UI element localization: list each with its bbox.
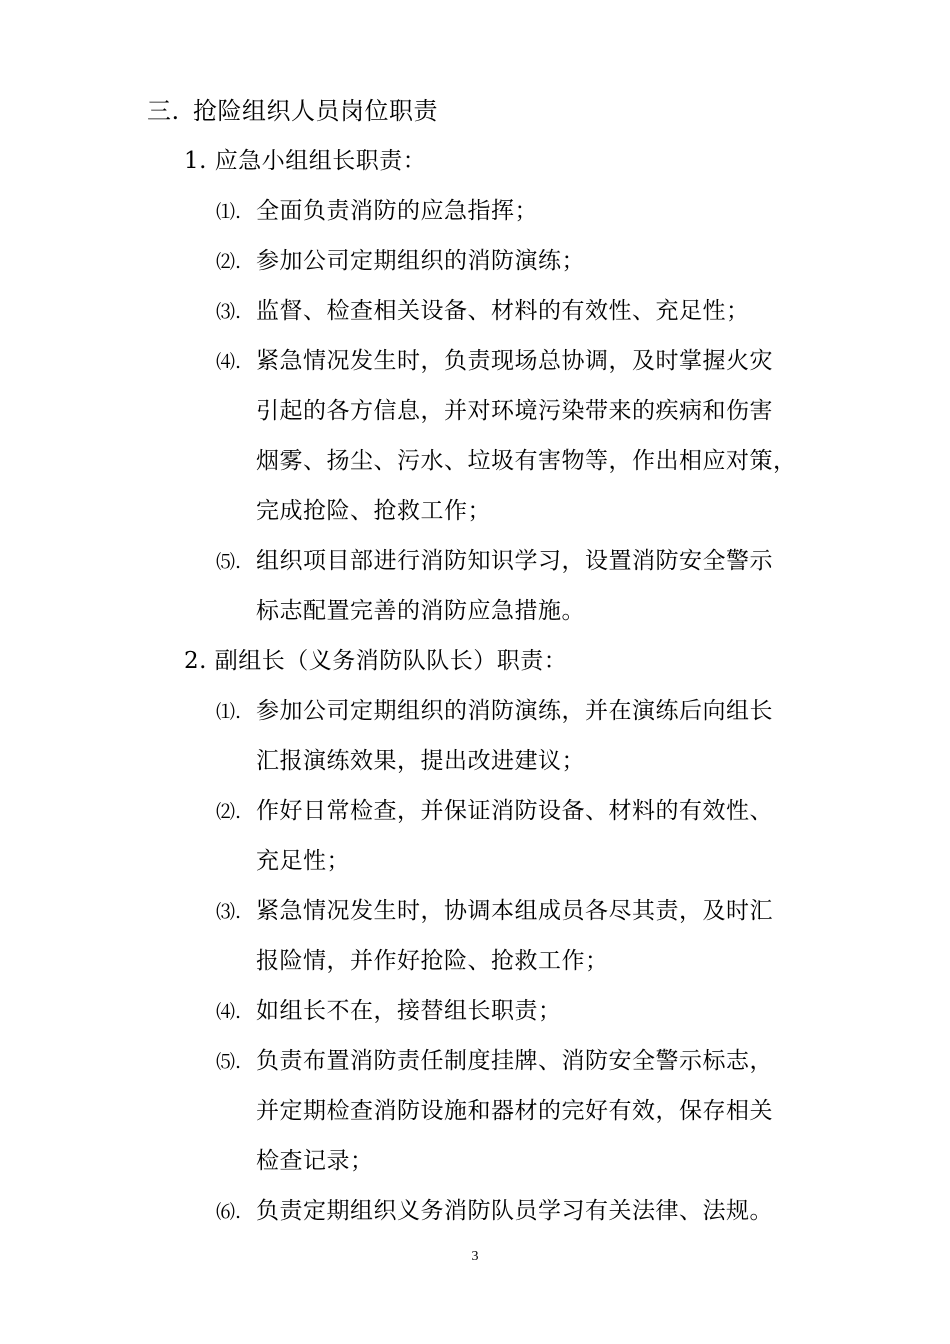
section-heading <box>147 96 438 126</box>
item-text: 全面负责消防的应急指挥； <box>256 198 538 224</box>
item-marker: ⑴. <box>216 701 242 723</box>
group2-item-3-cont-1: 报险情，并作好抢险、抢救工作； <box>256 948 609 974</box>
item-text: 负责定期组织义务消防队员学习有关法律、法规。 <box>256 1198 773 1224</box>
group2-item-3 <box>216 896 773 927</box>
group1-item-3 <box>216 296 750 327</box>
group2-item-4 <box>216 996 562 1027</box>
item-text: 监督、检查相关设备、材料的有效性、充足性； <box>256 298 750 324</box>
item-text: 参加公司定期组织的消防演练，并在演练后向组长 <box>256 698 773 724</box>
item-marker: ⑸. <box>216 551 242 573</box>
group2-item-6 <box>216 1196 773 1227</box>
group1-heading: 1. 应急小组组长职责： <box>184 148 427 174</box>
item-text: 紧急情况发生时，负责现场总协调，及时掌握火灾 <box>256 348 773 374</box>
item-marker: ⑶. <box>216 301 242 323</box>
group2-item-2 <box>216 796 773 827</box>
item-marker: ⑹. <box>216 1201 242 1223</box>
item-text: 负责布置消防责任制度挂牌、消防安全警示标志， <box>256 1048 773 1074</box>
item-marker: ⑴. <box>216 201 242 223</box>
group1-item-4-cont-1: 引起的各方信息，并对环境污染带来的疾病和伤害 <box>256 398 773 424</box>
item-text: 如组长不在，接替组长职责； <box>256 998 562 1024</box>
item-marker: ⑵. <box>216 801 242 823</box>
group2-item-5-cont-1: 并定期检查消防设施和器材的完好有效，保存相关 <box>256 1098 773 1124</box>
item-text: 参加公司定期组织的消防演练； <box>256 248 585 274</box>
group1-item-5-cont-1: 标志配置完善的消防应急措施。 <box>256 598 585 624</box>
item-text: 紧急情况发生时，协调本组成员各尽其责，及时汇 <box>256 898 773 924</box>
item-text: 作好日常检查，并保证消防设备、材料的有效性、 <box>256 798 773 824</box>
group2-item-5-cont-2: 检查记录； <box>256 1148 374 1174</box>
group2-item-2-cont-1: 充足性； <box>256 848 350 874</box>
item-marker: ⑷. <box>216 351 242 373</box>
group2-item-1-cont-1: 汇报演练效果，提出改进建议； <box>256 748 585 774</box>
section-title: 抢险组织人员岗位职责 <box>193 97 438 125</box>
group1-item-1 <box>216 196 538 227</box>
group2-heading: 2. 副组长（义务消防队队长）职责： <box>184 648 568 674</box>
group1-item-5 <box>216 546 773 577</box>
group1-item-2 <box>216 246 585 277</box>
group2-item-1 <box>216 696 773 727</box>
item-marker: ⑸. <box>216 1051 242 1073</box>
page-number: 3 <box>471 1249 479 1264</box>
item-marker: ⑷. <box>216 1001 242 1023</box>
item-marker: ⑵. <box>216 251 242 273</box>
group1-item-4-cont-2: 烟雾、扬尘、污水、垃圾有害物等，作出相应对策， <box>256 448 797 474</box>
group1-item-4 <box>216 346 773 377</box>
group1-item-4-cont-3: 完成抢险、抢救工作； <box>256 498 491 524</box>
section-number: 三. <box>147 97 180 125</box>
item-text: 组织项目部进行消防知识学习，设置消防安全警示 <box>256 548 773 574</box>
item-marker: ⑶. <box>216 901 242 923</box>
group2-item-5 <box>216 1046 773 1077</box>
